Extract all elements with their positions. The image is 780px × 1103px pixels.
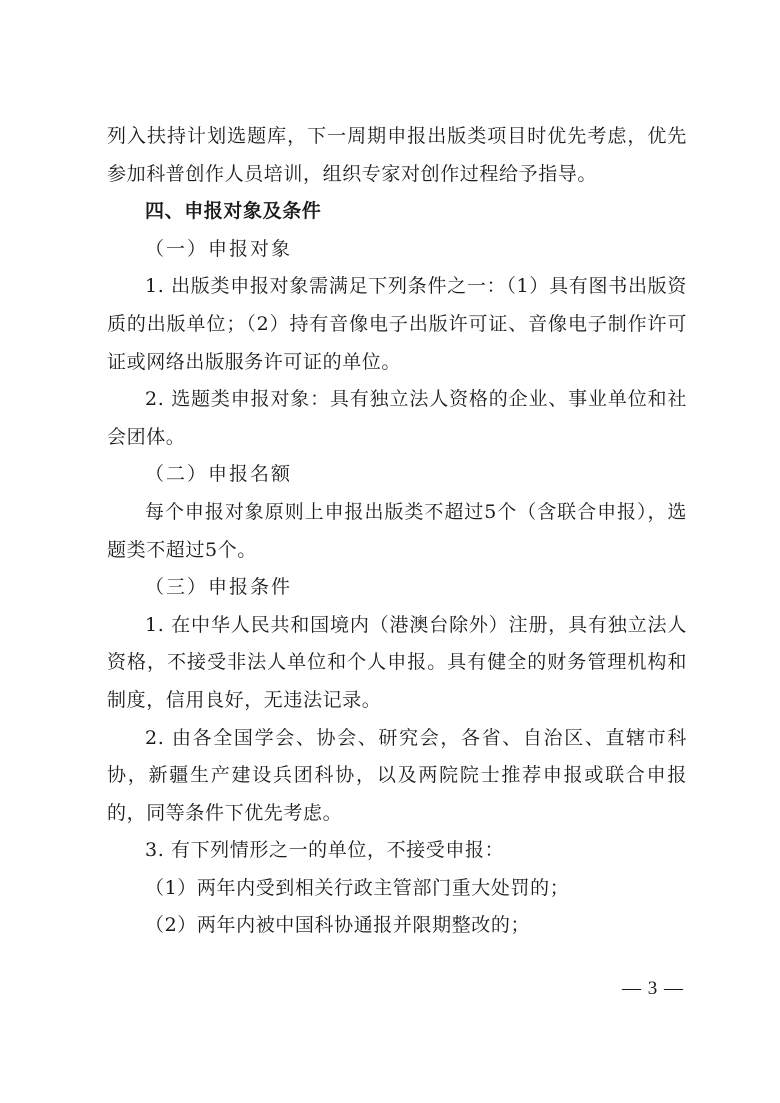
paragraph-quota: 每个申报对象原则上申报出版类不超过5个（含联合申报），选题类不超过5个。	[107, 500, 687, 561]
paragraph-condition-exclusion: 3. 有下列情形之一的单位，不接受申报：	[145, 839, 505, 862]
paragraph-condition-priority: 2. 由各全国学会、协会、研究会，各省、自治区、直辖市科协，新疆生产建设兵团科协，以及两院院士推荐申报或联合申报的，同等条件下优先考虑。	[107, 726, 687, 824]
list-item-exclusion-2: （2）两年内被中国科协通报并限期整改的；	[145, 914, 531, 937]
section-heading-four: 四、申报对象及条件	[145, 200, 322, 223]
paragraph-topic-applicants: 2. 选题类申报对象：具有独立法人资格的企业、事业单位和社会团体。	[107, 388, 687, 448]
subsection-heading-applicants: （一）申报对象	[145, 237, 293, 260]
subsection-heading-quota: （二）申报名额	[145, 463, 293, 486]
paragraph-condition-registration: 1. 在中华人民共和国境内（港澳台除外）注册，具有独立法人资格，不接受非法人单位和个人申报。具有健全的财务管理机构和制度，信用良好，无违法记录。	[107, 613, 687, 711]
paragraph-publishing-applicants: 1. 出版类申报对象需满足下列条件之一：（1）具有图书出版资质的出版单位；（2）持有音像电子出版许可证、音像电子制作许可证或网络出版服务许可证的单位。	[107, 275, 687, 373]
list-item-exclusion-1: （1）两年内受到相关行政主管部门重大处罚的；	[145, 876, 570, 899]
paragraph-continuation: 列入扶持计划选题库，下一周期申报出版类项目时优先考虑，优先参加科普创作人员培训，组织专家对创作过程给予指导。	[107, 125, 687, 185]
document-body	[107, 118, 687, 945]
page-number: — 3 —	[622, 978, 684, 999]
subsection-heading-conditions: （三）申报条件	[145, 576, 293, 599]
